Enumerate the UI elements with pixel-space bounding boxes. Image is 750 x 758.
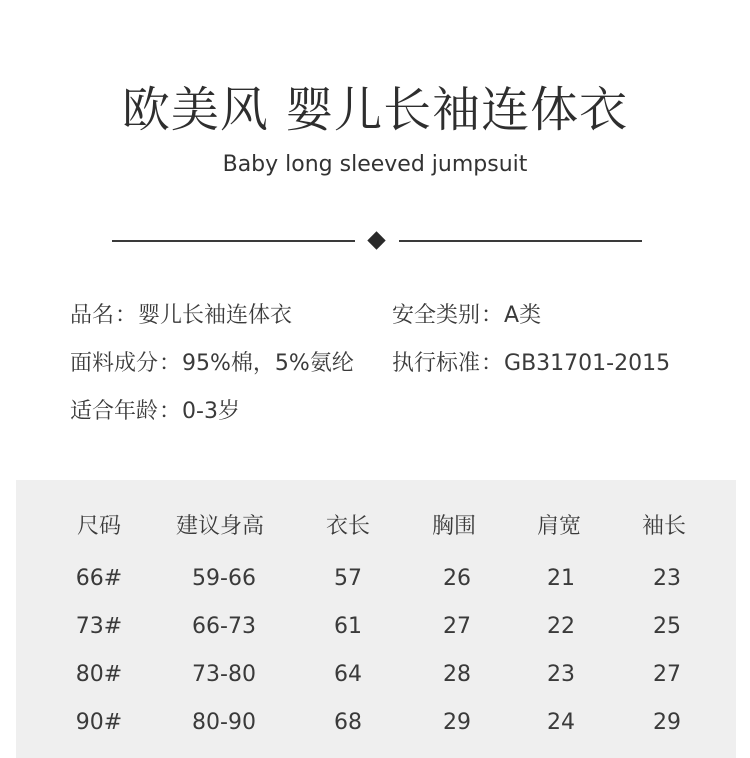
table-cell: 23	[653, 566, 681, 591]
table-cell: 22	[547, 614, 575, 639]
table-cell: 26	[443, 566, 471, 591]
info-label: 适合年龄	[70, 399, 159, 424]
info-separator: ：	[481, 351, 504, 376]
table-header: 胸围	[431, 514, 477, 539]
info-age	[70, 396, 240, 428]
table-cell: 23	[547, 662, 575, 687]
table-cell: 59-66	[192, 566, 256, 591]
info-label: 执行标准	[392, 351, 481, 376]
table-cell: 73-80	[192, 662, 256, 687]
table-cell: 66-73	[192, 614, 256, 639]
table-cell: 27	[443, 614, 471, 639]
divider-right	[399, 240, 642, 242]
table-header: 尺码	[76, 514, 122, 539]
table-cell: 27	[653, 662, 681, 687]
info-value: A类	[504, 303, 542, 328]
info-separator: ：	[159, 351, 182, 376]
divider-left	[112, 240, 355, 242]
table-cell: 64	[334, 662, 362, 687]
info-safety-category	[392, 300, 541, 332]
info-label: 品名	[70, 303, 115, 328]
info-label: 安全类别	[392, 303, 481, 328]
size-table	[16, 480, 736, 758]
page-subtitle: Baby long sleeved jumpsuit	[222, 152, 528, 177]
table-cell: 57	[334, 566, 362, 591]
table-header: 袖长	[641, 514, 687, 539]
table-cell: 29	[653, 710, 681, 735]
page-title: 欧美风 婴儿长袖连体衣	[121, 82, 629, 138]
info-value: 0-3岁	[182, 399, 240, 424]
table-cell: 29	[443, 710, 471, 735]
info-product-name	[70, 300, 292, 332]
table-cell: 28	[443, 662, 471, 687]
info-separator: ：	[159, 399, 182, 424]
table-cell: 66#	[75, 566, 123, 591]
table-cell: 21	[547, 566, 575, 591]
info-separator: ：	[481, 303, 504, 328]
table-cell: 68	[334, 710, 362, 735]
info-value: GB31701-2015	[504, 351, 671, 376]
info-label: 面料成分	[70, 351, 159, 376]
table-cell: 24	[547, 710, 575, 735]
info-value: 婴儿长袖连体衣	[138, 303, 293, 328]
table-cell: 25	[653, 614, 681, 639]
table-header: 建议身高	[175, 514, 265, 539]
info-separator: ：	[115, 303, 138, 328]
info-standard	[392, 348, 670, 380]
info-value: 95%棉，5%氨纶	[182, 351, 354, 376]
diamond-icon	[367, 231, 385, 249]
table-header: 肩宽	[536, 514, 582, 539]
table-cell: 80#	[75, 662, 123, 687]
table-header: 衣长	[325, 514, 371, 539]
table-cell: 73#	[75, 614, 123, 639]
table-cell: 90#	[75, 710, 123, 735]
table-cell: 61	[334, 614, 362, 639]
table-cell: 80-90	[192, 710, 256, 735]
info-fabric	[70, 348, 354, 380]
